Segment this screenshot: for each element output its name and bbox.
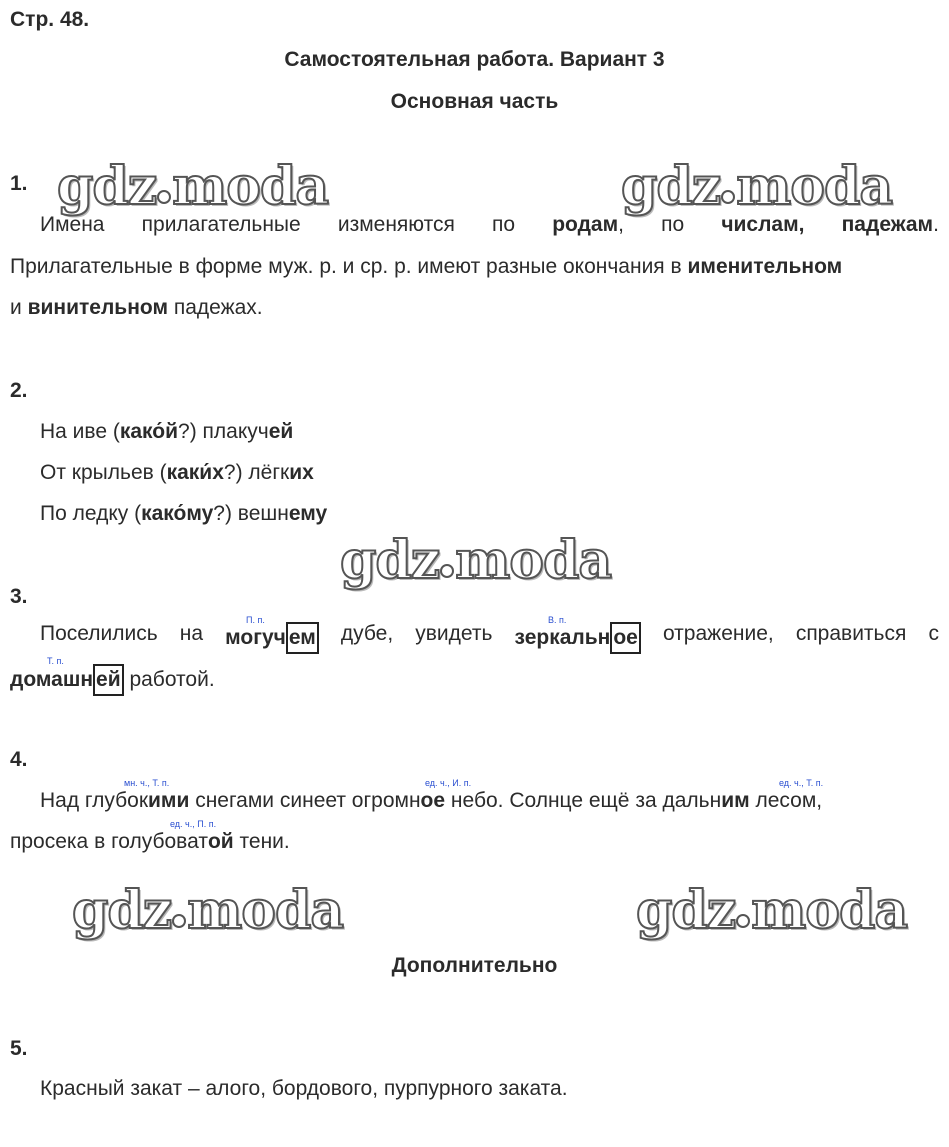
- case-note: ед. ч., Т. п.: [779, 778, 824, 788]
- word: по: [491, 213, 516, 236]
- text: и: [10, 296, 28, 319]
- ending-box: ое: [610, 622, 641, 654]
- text: Прилагательные в форме муж. р. и ср. р. имеют разные окончания в: [10, 255, 688, 278]
- bold-word: како́му: [141, 502, 214, 525]
- bold-word: каки́х: [166, 461, 224, 484]
- text: небо. Солнце ещё за дальн: [445, 789, 722, 812]
- ending: ей: [268, 420, 294, 443]
- task-number: 4.: [10, 748, 28, 771]
- case-note: В. п.: [548, 615, 567, 625]
- punct: .: [933, 213, 939, 236]
- task-number: 5.: [10, 1037, 28, 1060]
- bold-word: како́й: [119, 420, 179, 443]
- text: падежах.: [167, 296, 263, 319]
- task5-text: Красный закат – алого, бордового, пурпурного заката.: [40, 1077, 568, 1100]
- text: снегами синеет огромн: [189, 789, 421, 812]
- word: дубе,: [340, 622, 394, 645]
- watermark-logo: gdz moda: [621, 156, 893, 217]
- bold-word: именительном: [687, 255, 843, 278]
- watermark-logo: gdz moda: [57, 156, 329, 217]
- text: От крыльев (: [40, 461, 167, 484]
- text: Над глубок: [40, 789, 149, 812]
- ending: ему: [288, 502, 328, 525]
- task-number: 1.: [10, 172, 28, 195]
- text: ?) вешн: [213, 502, 289, 525]
- case-note: Т. п.: [47, 656, 64, 666]
- word: с: [928, 622, 939, 645]
- case-note: ед. ч., И. п.: [425, 778, 472, 788]
- task3-line2: [10, 664, 215, 696]
- ending: ой: [207, 830, 234, 853]
- task4-line1: [40, 789, 939, 813]
- ending: ими: [148, 789, 190, 812]
- text: лесом,: [749, 789, 823, 812]
- section-heading-extra: Дополнительно: [391, 954, 558, 977]
- case-note: П. п.: [246, 615, 265, 625]
- section-subtitle: Основная часть: [390, 90, 559, 113]
- text: По ледку (: [40, 502, 142, 525]
- text: тени.: [233, 830, 290, 853]
- page-label: Стр. 48.: [10, 8, 90, 31]
- bold-word: зеркальн: [514, 626, 611, 649]
- bold-word: родам: [552, 213, 619, 236]
- text: ?) плакуч: [178, 420, 269, 443]
- word: увидеть: [415, 622, 493, 645]
- task1-line3: [10, 296, 263, 320]
- word: прилагательные: [141, 213, 301, 236]
- word: отражение,: [662, 622, 774, 645]
- watermark-logo: gdz moda: [72, 880, 344, 941]
- ending: их: [289, 461, 314, 484]
- bold-word: могуч: [225, 626, 286, 649]
- punct: ,: [618, 213, 624, 236]
- bold-word: падежам: [841, 213, 934, 236]
- ending-box: ей: [93, 664, 124, 696]
- word: Имена: [40, 213, 105, 236]
- task1-line1: [40, 213, 939, 237]
- ending-box: ем: [286, 622, 319, 654]
- case-note: мн. ч., Т. п.: [124, 778, 170, 788]
- watermark-logo: gdz moda: [340, 530, 612, 591]
- page-title: Самостоятельная работа. Вариант 3: [284, 48, 665, 71]
- task2-row3: [40, 502, 327, 526]
- task3-line1: [40, 622, 939, 654]
- word: Поселились: [40, 622, 158, 645]
- watermark-logo: gdz moda: [636, 880, 908, 941]
- bold-word: винительном: [27, 296, 168, 319]
- word: изменяются: [337, 213, 455, 236]
- task-number: 2.: [10, 379, 28, 402]
- task2-row2: [40, 461, 314, 485]
- ending: ое: [420, 789, 446, 812]
- word: на: [179, 622, 204, 645]
- word: по: [661, 213, 685, 236]
- bold-word: числам,: [721, 213, 805, 236]
- text: На иве (: [40, 420, 120, 443]
- task1-line2: [10, 255, 842, 279]
- word: справиться: [795, 622, 907, 645]
- ending: им: [721, 789, 750, 812]
- text: просека в голубоват: [10, 830, 208, 853]
- task4-line2: [10, 830, 290, 854]
- text: работой.: [123, 668, 215, 691]
- case-note: ед. ч., П. п.: [170, 819, 217, 829]
- task-number: 3.: [10, 585, 28, 608]
- bold-word: домашн: [10, 668, 94, 691]
- text: ?) лёгк: [223, 461, 290, 484]
- task2-row1: [40, 420, 293, 444]
